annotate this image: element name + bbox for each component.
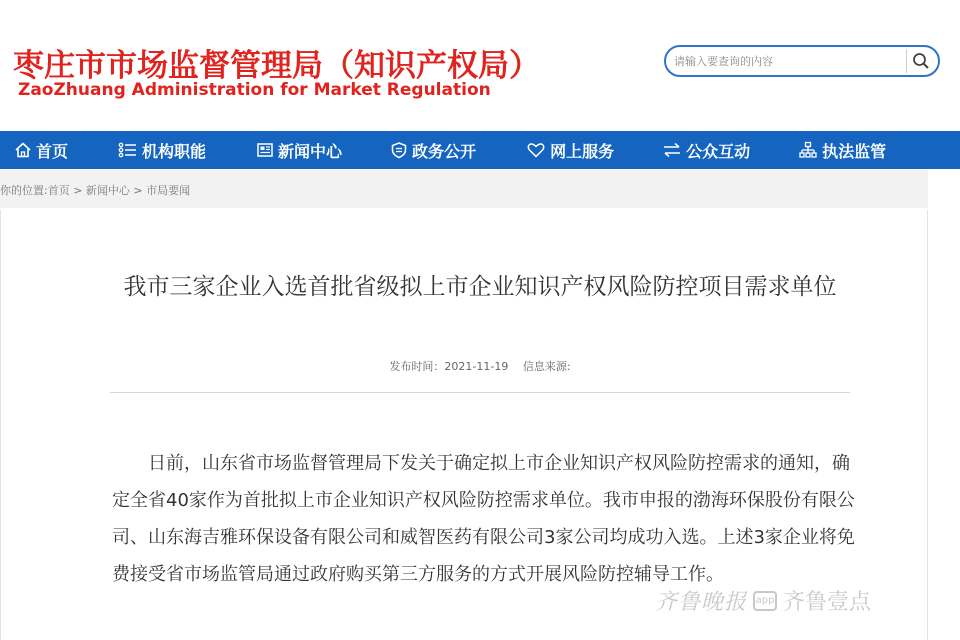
nav-label-home: 首页	[36, 141, 69, 161]
nav-item-organization[interactable]	[118, 131, 206, 169]
title-divider	[110, 392, 850, 393]
site-title[interactable]: 枣庄市市场监督管理局（知识产权局）	[13, 48, 540, 84]
article-body: 日前，山东省市场监督管理局下发关于确定拟上市企业知识产权风险防控需求的通知，确定全省40家作为首批拟上市企业知识产权风险防控需求单位。我市申报的渤海环保股份有限公司、山东海吉雅环保设备有限公司和威智医药有限公司3家公司均成功入选。上述3家企业将免费接受省市场监管局通过政府购买第三方服务的方式开展风险防控辅导工作。	[112, 453, 855, 585]
watermark	[655, 585, 871, 616]
watermark-brand: 齐鲁壹点	[783, 590, 872, 615]
hierarchy-icon	[798, 141, 818, 159]
exchange-icon	[662, 141, 682, 159]
breadcrumb[interactable]: 你的位置:首页 > 新闻中心 > 市局要闻	[0, 184, 191, 197]
newspaper-icon	[256, 141, 274, 159]
list-icon	[118, 141, 138, 159]
nav-label-news: 新闻中心	[278, 141, 343, 161]
heart-icon	[526, 141, 546, 159]
nav-label-law-enforcement: 执法监管	[822, 141, 887, 161]
nav-item-law-enforcement[interactable]	[798, 131, 886, 169]
nav-label-government-affairs: 政务公开	[412, 141, 477, 161]
site-title-english[interactable]: ZaoZhuang Administration for Market Regulation	[18, 80, 491, 100]
search-box	[664, 45, 940, 77]
search-button[interactable]	[906, 49, 934, 73]
nav-item-home[interactable]	[14, 131, 68, 169]
nav-item-news[interactable]	[256, 131, 342, 169]
nav-label-public-interaction: 公众互动	[686, 141, 751, 161]
site-header	[0, 0, 960, 130]
article-meta: 发布时间：2021-11-19 信息来源:	[389, 360, 571, 373]
search-input[interactable]	[674, 50, 904, 72]
search-icon	[912, 52, 930, 70]
nav-item-online-services[interactable]	[526, 131, 614, 169]
breadcrumb-bar	[0, 170, 928, 208]
watermark-logo: 齐鲁晚报	[655, 590, 748, 615]
nav-item-government-affairs[interactable]	[390, 131, 476, 169]
nav-label-online-services: 网上服务	[550, 141, 615, 161]
nav-label-organization: 机构职能	[142, 141, 207, 161]
home-icon	[14, 141, 32, 159]
article-title: 我市三家企业入选首批省级拟上市企业知识产权风险防控项目需求单位	[123, 274, 837, 300]
main-nav	[0, 131, 960, 169]
app-badge-icon: app	[753, 591, 777, 611]
nav-item-public-interaction[interactable]	[662, 131, 750, 169]
shield-icon	[390, 141, 408, 159]
